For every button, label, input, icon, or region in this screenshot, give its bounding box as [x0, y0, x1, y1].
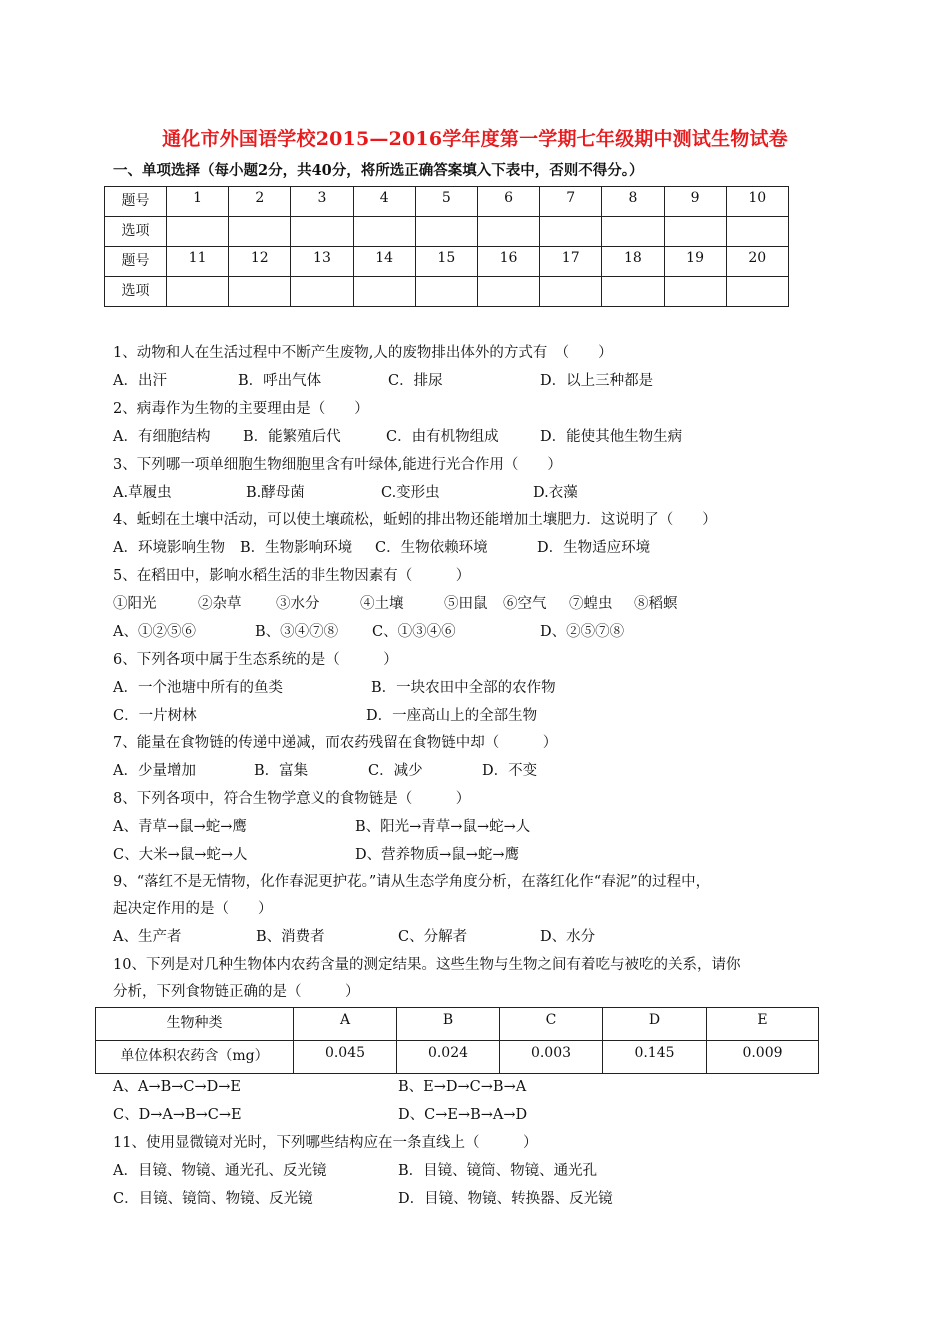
option[interactable]: A、生产者	[113, 929, 182, 945]
option[interactable]: D．不变	[482, 763, 538, 779]
answer-cell[interactable]	[353, 277, 415, 307]
option[interactable]: B．呼出气体	[238, 373, 322, 389]
answer-cell[interactable]	[415, 277, 477, 307]
answer-cell[interactable]	[291, 217, 353, 247]
q-number: 2	[229, 187, 291, 217]
answer-cell[interactable]	[477, 217, 539, 247]
exam-title: 通化市外国语学校2015—2016学年度第一学期七年级期中测试生物试卷	[162, 128, 788, 150]
item: ③水分	[276, 596, 320, 612]
option[interactable]: C、分解者	[398, 929, 468, 945]
answer-row-numbers-2	[105, 247, 789, 277]
q-number: 17	[540, 247, 602, 277]
option[interactable]: B、③④⑦⑧	[255, 624, 339, 640]
q-number: 1	[167, 187, 229, 217]
option[interactable]: A、A→B→C→D→E	[113, 1079, 242, 1095]
option[interactable]: D、营养物质→鼠→蛇→鹰	[355, 847, 520, 863]
answer-row-choices-1	[105, 217, 789, 247]
option[interactable]: A．少量增加	[113, 763, 196, 779]
answer-cell[interactable]	[602, 217, 664, 247]
question-6-stem: 6、下列各项中属于生态系统的是（ ）	[113, 652, 398, 668]
option[interactable]: C.变形虫	[381, 485, 440, 501]
answer-table	[104, 186, 789, 307]
option[interactable]: D．一座高山上的全部生物	[366, 708, 538, 724]
answer-row-numbers-1	[105, 187, 789, 217]
value-cell: 0.009	[707, 1041, 819, 1074]
option[interactable]: C．减少	[368, 763, 423, 779]
q-number: 13	[291, 247, 353, 277]
option[interactable]: B、阳光→青草→鼠→蛇→人	[355, 819, 531, 835]
section-heading: 一、单项选择（每小题2分，共40分，将所选正确答案填入下表中，否则不得分。）	[113, 162, 644, 179]
option[interactable]: C．由有机物组成	[386, 429, 499, 445]
answer-cell[interactable]	[540, 217, 602, 247]
item: ④土壤	[360, 596, 404, 612]
question-10-stem-cont: 分析，下列食物链正确的是（ ）	[113, 984, 360, 1000]
q-number: 9	[664, 187, 726, 217]
q-number: 7	[540, 187, 602, 217]
q-number: 3	[291, 187, 353, 217]
header-cell: D	[603, 1008, 707, 1041]
q-number: 4	[353, 187, 415, 217]
value-cell: 0.145	[603, 1041, 707, 1074]
answer-cell[interactable]	[229, 217, 291, 247]
q-number: 6	[477, 187, 539, 217]
question-8-stem: 8、下列各项中，符合生物学意义的食物链是（ ）	[113, 791, 471, 807]
header-cell: A	[294, 1008, 397, 1041]
q-number: 16	[477, 247, 539, 277]
option[interactable]: A、青草→鼠→蛇→鹰	[113, 819, 247, 835]
option[interactable]: A、①②⑤⑥	[113, 624, 196, 640]
item: ⑤田鼠	[444, 596, 488, 612]
q-number: 20	[726, 247, 788, 277]
answer-cell[interactable]	[540, 277, 602, 307]
q-number: 8	[602, 187, 664, 217]
label-number: 题号	[105, 247, 167, 277]
question-9-stem: 9、“落红不是无情物，化作春泥更护花。”请从生态学角度分析，在落红化作“春泥”的过程中，	[113, 874, 711, 890]
value-cell: 0.003	[500, 1041, 603, 1074]
q-number: 12	[229, 247, 291, 277]
option[interactable]: C．排尿	[388, 373, 443, 389]
answer-cell[interactable]	[291, 277, 353, 307]
option[interactable]: A.草履虫	[113, 485, 172, 501]
item: ①阳光	[113, 596, 157, 612]
item: ⑥空气	[503, 596, 547, 612]
option[interactable]: C、大米→鼠→蛇→人	[113, 847, 248, 863]
option[interactable]: B．富集	[254, 763, 309, 779]
header-cell: 生物种类	[96, 1008, 294, 1041]
answer-cell[interactable]	[415, 217, 477, 247]
option[interactable]: D．以上三种都是	[540, 373, 654, 389]
option[interactable]: A．出汗	[113, 373, 167, 389]
answer-cell[interactable]	[229, 277, 291, 307]
option[interactable]: D、②⑤⑦⑧	[540, 624, 625, 640]
q-number: 11	[167, 247, 229, 277]
option[interactable]: C、①③④⑥	[372, 624, 456, 640]
q-number: 14	[353, 247, 415, 277]
question-11-stem: 11、使用显微镜对光时，下列哪些结构应在一条直线上（ ）	[113, 1135, 538, 1151]
option[interactable]: D．目镜、物镜、转换器、反光镜	[398, 1191, 613, 1207]
question-10-stem: 10、下列是对几种生物体内农药含量的测定结果。这些生物与生物之间有着吃与被吃的关系，请你	[113, 957, 741, 973]
option[interactable]: C、D→A→B→C→E	[113, 1107, 242, 1123]
answer-row-choices-2	[105, 277, 789, 307]
option[interactable]: C．一片树林	[113, 708, 197, 724]
option[interactable]: D．生物适应环境	[537, 540, 651, 556]
answer-cell[interactable]	[664, 217, 726, 247]
option[interactable]: D.衣藻	[533, 485, 578, 501]
label-choice: 选项	[105, 277, 167, 307]
answer-cell[interactable]	[477, 277, 539, 307]
q-number: 18	[602, 247, 664, 277]
option[interactable]: B．一块农田中全部的农作物	[371, 680, 556, 696]
question-2-stem: 2、病毒作为生物的主要理由是（ ）	[113, 401, 369, 417]
option[interactable]: D．能使其他生物生病	[540, 429, 683, 445]
question-4-stem: 4、蚯蚓在土壤中活动，可以使土壤疏松，蚯蚓的排出物还能增加土壤肥力．这说明了（ ）	[113, 512, 717, 528]
pesticide-table	[95, 1007, 819, 1074]
option[interactable]: C．生物依赖环境	[375, 540, 488, 556]
answer-cell[interactable]	[726, 217, 788, 247]
header-cell: E	[707, 1008, 819, 1041]
option[interactable]: B．能繁殖后代	[243, 429, 341, 445]
answer-cell[interactable]	[664, 277, 726, 307]
option[interactable]: A．目镜、物镜、通光孔、反光镜	[113, 1163, 327, 1179]
option[interactable]: A．有细胞结构	[113, 429, 211, 445]
q-number: 5	[415, 187, 477, 217]
value-cell: 0.045	[294, 1041, 397, 1074]
question-7-stem: 7、能量在食物链的传递中递减，而农药残留在食物链中却（ ）	[113, 735, 558, 751]
q-number: 15	[415, 247, 477, 277]
item: ②杂草	[198, 596, 242, 612]
answer-cell[interactable]	[726, 277, 788, 307]
option[interactable]: A．一个池塘中所有的鱼类	[113, 680, 283, 696]
row-label: 单位体积农药含（mg）	[96, 1041, 294, 1074]
pesticide-data-row	[96, 1041, 819, 1074]
item: ⑦蝗虫	[569, 596, 613, 612]
pesticide-header-row	[96, 1008, 819, 1041]
label-choice: 选项	[105, 217, 167, 247]
option[interactable]: D、水分	[540, 929, 596, 945]
item: ⑧稻螟	[634, 596, 678, 612]
question-3-stem: 3、下列哪一项单细胞生物细胞里含有叶绿体,能进行光合作用（ ）	[113, 457, 562, 473]
question-9-stem-cont: 起决定作用的是（ ）	[113, 901, 273, 917]
option[interactable]: B．目镜、镜筒、物镜、通光孔	[398, 1163, 598, 1179]
header-cell: B	[397, 1008, 500, 1041]
option[interactable]: A．环境影响生物	[113, 540, 225, 556]
question-5-stem: 5、在稻田中，影响水稻生活的非生物因素有（ ）	[113, 568, 471, 584]
answer-cell[interactable]	[353, 217, 415, 247]
option[interactable]: C．目镜、镜筒、物镜、反光镜	[113, 1191, 313, 1207]
answer-cell[interactable]	[602, 277, 664, 307]
option[interactable]: B．生物影响环境	[240, 540, 353, 556]
value-cell: 0.024	[397, 1041, 500, 1074]
option[interactable]: B.酵母菌	[246, 485, 305, 501]
option[interactable]: D、C→E→B→A→D	[398, 1107, 528, 1123]
q-number: 10	[726, 187, 788, 217]
answer-cell[interactable]	[167, 277, 229, 307]
header-cell: C	[500, 1008, 603, 1041]
question-1-stem: 1、动物和人在生活过程中不断产生废物,人的废物排出体外的方式有 （ ）	[113, 345, 613, 361]
option[interactable]: B、E→D→C→B→A	[398, 1079, 527, 1095]
label-number: 题号	[105, 187, 167, 217]
q-number: 19	[664, 247, 726, 277]
option[interactable]: B、消费者	[256, 929, 325, 945]
answer-cell[interactable]	[167, 217, 229, 247]
